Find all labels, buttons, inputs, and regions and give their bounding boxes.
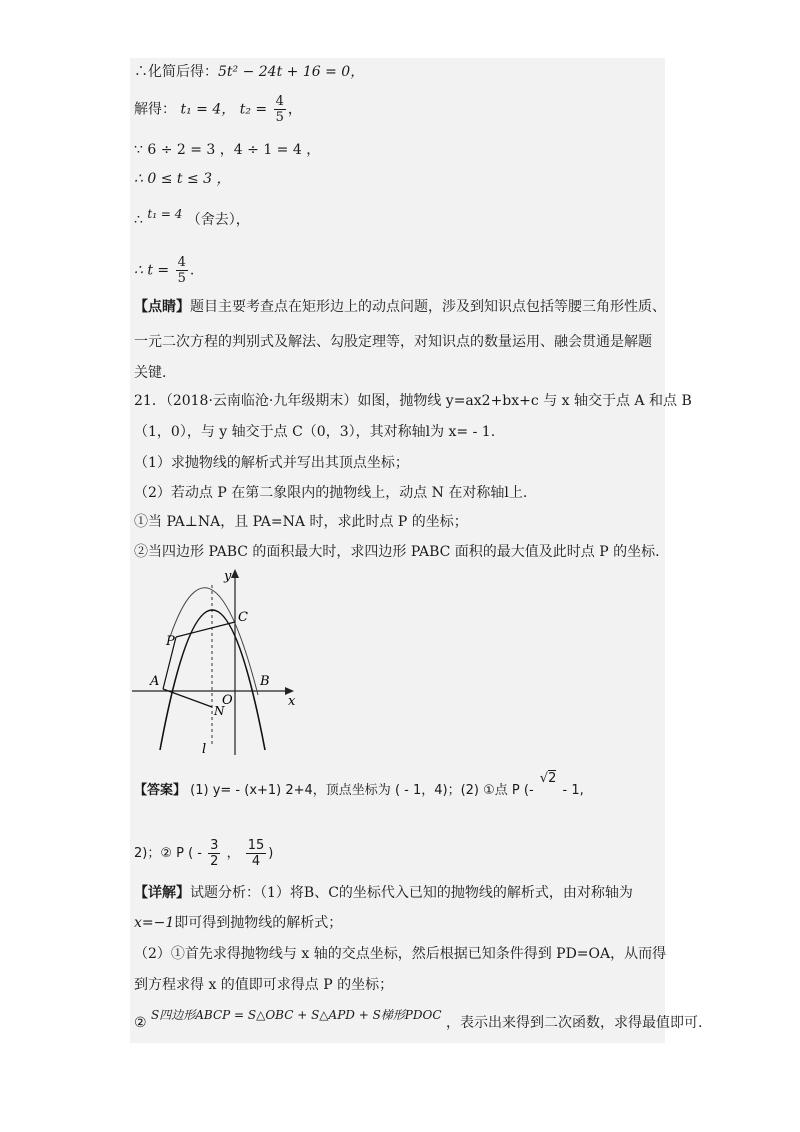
text-rejected: （舍去）， [186, 212, 250, 228]
dianjing-line-3: 关键. [134, 365, 167, 381]
label-O: O [222, 693, 233, 708]
dianjing-line-2: 一元二次方程的判别式及解法、勾股定理等，对知识点的数量运用、融会贯通是解题 [134, 334, 652, 350]
detail-line-4: 到方程求得 x 的值即可求得点 P 的坐标； [134, 977, 394, 993]
answer-line-2: 2)；② P ( - $\frac{3}{2}$ ， $\frac{15}{4}$ ) [134, 838, 274, 869]
solution-line-6: ∴ t = $\frac{4}{5}$ . [134, 255, 195, 286]
rejected-root: t₁ = 4 [147, 207, 183, 221]
label-P: P [166, 634, 175, 649]
math-x-eq-neg1: x=−1 [134, 915, 175, 931]
solution-line-3: ∵ 6 ÷ 2 = 3 ，4 ÷ 1 = 4 ， [134, 142, 321, 158]
text-simplify: ∴化简后得： [134, 64, 218, 80]
label-N: N [214, 704, 225, 718]
detail-line-5: ② S四边形ABCP = S△OBC + S△APD + S梯形PDOC ，表示出来得到二次函数，求得最值即可. [134, 1008, 703, 1031]
label-x: x [288, 694, 296, 709]
label-C: C [238, 610, 248, 625]
label-B: B [260, 674, 270, 689]
question-line-4: （2）若动点 P 在第二象限内的抛物线上，动点 N 在对称轴l上. [134, 485, 528, 501]
fraction-t2: $\frac{4}{5}$ [275, 94, 284, 125]
solution-line-4: ∴ 0 ≤ t ≤ 3 ， [134, 171, 231, 187]
area-formula: S四边形ABCP = S△OBC + S△APD + S梯形PDOC [151, 1008, 442, 1022]
question-line-6: ②当四边形 PABC 的面积最大时，求四边形 PABC 面积的最大值及此时点 P 的坐标. [134, 544, 660, 560]
label-y: y [224, 569, 232, 584]
dianjing-tag: 【点睛】 [134, 299, 190, 315]
question-line-2: （1，0），与 y 轴交于点 C（0，3），其对称轴l为 x= - 1. [134, 424, 496, 440]
answer-tag: 【答案】 [134, 783, 187, 798]
equation-quadratic: 5t² − 24t + 16 = 0， [218, 64, 365, 80]
detail-line-3: （2）①首先求得抛物线与 x 轴的交点坐标，然后根据已知条件得到 PD=OA，从而得 [134, 946, 667, 962]
fraction-3-2: $\frac{3}{2}$ [210, 838, 219, 869]
text-solve: 解得： [134, 101, 176, 118]
detail-line-1: 【详解】试题分析：（1）将B、C的坐标代入已知的抛物线的解析式，由对称轴为 [134, 885, 633, 901]
segment-PC [176, 622, 235, 637]
root-t2-label: t₂ = [239, 101, 268, 118]
detail-line-2: x=−1即可得到抛物线的解析式； [134, 915, 343, 931]
solution-line-2: 解得： t₁ = 4， t₂ = $\frac{4}{5}$ ， [134, 94, 302, 125]
parabola-secondary-curve [170, 588, 258, 695]
sqrt-2: √2 [539, 771, 557, 786]
label-l: l [202, 742, 207, 757]
answer-line-1: 【答案】 (1) y= - (x+1) 2+4，顶点坐标为 ( - 1，4)；(2) ①点 P (- √2 - 1, [134, 771, 584, 798]
label-A: A [150, 674, 160, 689]
fraction-t: $\frac{4}{5}$ [177, 255, 186, 286]
dianjing-line-1: 【点睛】题目主要考查点在矩形边上的动点问题，涉及到知识点包括等腰三角形性质、 [134, 299, 666, 315]
solution-line-5: ∴ t₁ = 4 （舍去）， [134, 207, 250, 228]
root-t1: t₁ = 4， [180, 101, 236, 118]
question-line-1: 21．（2018·云南临沧·九年级期末）如图，抛物线 y=ax2+bx+c 与 x 轴交于点 A 和点 B [134, 393, 692, 409]
solution-line-1 [134, 63, 364, 81]
question-line-5: ①当 PA⊥NA，且 PA=NA 时，求此时点 P 的坐标； [134, 514, 468, 530]
parabola-figure [130, 565, 310, 760]
fraction-15-4: $\frac{15}{4}$ [247, 838, 265, 869]
question-line-3: （1）求抛物线的解析式并写出其顶点坐标； [134, 455, 409, 471]
detail-tag: 【详解】 [134, 885, 190, 901]
y-axis-arrow [231, 569, 239, 578]
